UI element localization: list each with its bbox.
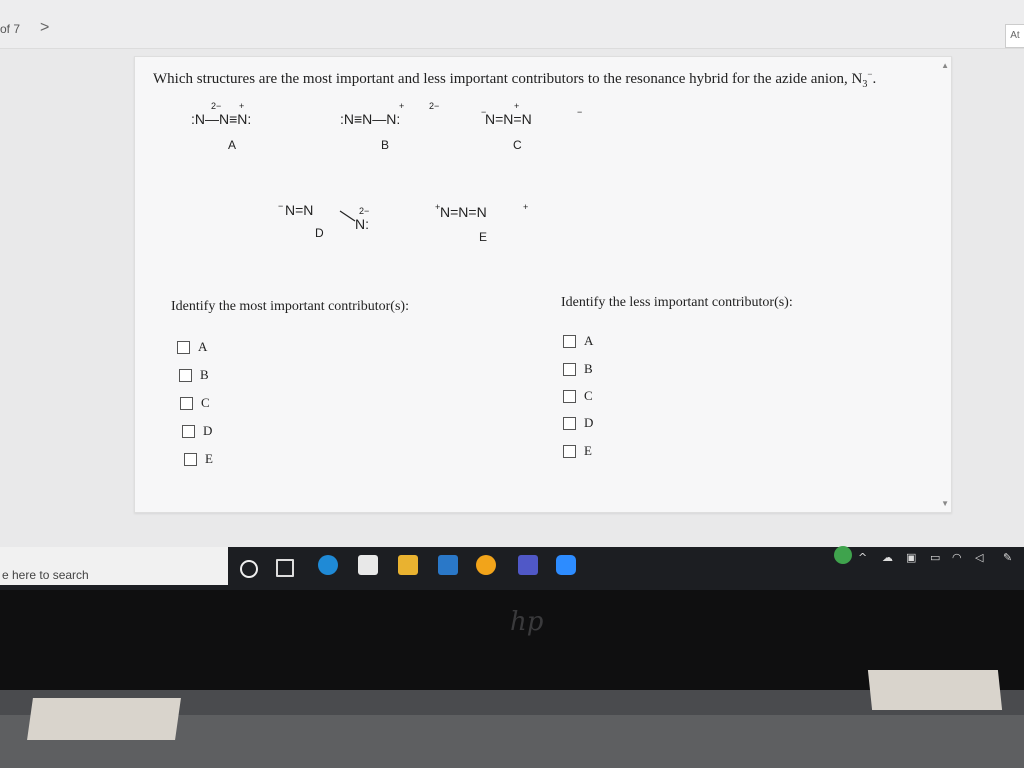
volume-icon[interactable]: ◁ <box>975 551 984 564</box>
hp-logo: hp <box>510 607 544 637</box>
svg-text:−: − <box>278 201 284 211</box>
structure-a <box>191 101 251 152</box>
pen-icon[interactable]: ✎ <box>1003 551 1013 564</box>
edge-icon[interactable] <box>318 555 338 575</box>
search-text: e here to search <box>2 568 89 582</box>
task-view-icon[interactable] <box>276 559 294 577</box>
most-option-b[interactable]: B <box>179 367 209 383</box>
foot-right <box>868 670 1002 710</box>
store-icon[interactable] <box>358 555 378 575</box>
svg-text:+: + <box>514 101 520 111</box>
structure-label-a: A <box>228 138 237 152</box>
structure-e <box>435 202 528 244</box>
file-explorer-icon[interactable] <box>398 555 418 575</box>
most-option-d[interactable]: D <box>182 423 212 439</box>
less-option-a[interactable]: A <box>563 333 593 349</box>
svg-text:+: + <box>435 202 441 212</box>
structure-c <box>481 101 582 152</box>
next-arrow-icon[interactable]: > <box>40 19 50 36</box>
battery-icon[interactable]: ▭ <box>930 551 941 564</box>
resonance-structures <box>135 57 951 257</box>
most-option-e[interactable]: E <box>184 451 213 467</box>
svg-text:−: − <box>577 107 583 117</box>
svg-text::N—N≡N:: :N—N≡N: <box>191 111 252 127</box>
less-option-d[interactable]: D <box>563 415 593 431</box>
checkbox[interactable] <box>563 417 576 430</box>
mail-icon[interactable] <box>438 555 458 575</box>
svg-text:+: + <box>239 101 245 111</box>
most-option-a[interactable]: A <box>177 339 207 355</box>
wifi-icon[interactable]: ◠ <box>952 551 962 564</box>
less-option-b[interactable]: B <box>563 361 593 377</box>
chrome-icon[interactable] <box>476 555 496 575</box>
foot-left <box>27 698 181 740</box>
chevron-up-icon[interactable]: ^ <box>858 551 868 564</box>
scroll-up-icon[interactable]: ▲ <box>941 61 949 70</box>
svg-text:N=N=N: N=N=N <box>485 111 532 127</box>
structure-label-b: B <box>381 138 390 152</box>
svg-text:+: + <box>523 202 529 212</box>
cortana-icon[interactable] <box>240 560 258 578</box>
checkbox[interactable] <box>180 397 193 410</box>
teams-icon[interactable] <box>518 555 538 575</box>
svg-text:2−: 2− <box>359 206 370 216</box>
checkbox[interactable] <box>563 335 576 348</box>
checkbox[interactable] <box>179 369 192 382</box>
most-important-prompt: Identify the most important contributor(s): <box>171 299 409 314</box>
structure-b <box>340 101 439 152</box>
most-option-c[interactable]: C <box>180 395 210 411</box>
cloud-icon[interactable]: ☁ <box>882 551 893 564</box>
less-important-prompt: Identify the less important contributor(s): <box>561 295 793 310</box>
checkbox[interactable] <box>563 390 576 403</box>
structure-label-e: E <box>479 230 488 244</box>
less-option-e[interactable]: E <box>563 443 592 459</box>
svg-text:2−: 2− <box>211 101 222 111</box>
svg-text::N≡N—N:: :N≡N—N: <box>340 111 401 127</box>
svg-text:+: + <box>399 101 405 111</box>
checkbox[interactable] <box>182 425 195 438</box>
checkbox[interactable] <box>563 363 576 376</box>
question-text: Which structures are the most important and less important contributors to the resonance hybrid for the azide anion, $N_3^-$. <box>153 69 877 90</box>
display-icon[interactable]: ▣ <box>906 551 917 564</box>
svg-text:N=N=N: N=N=N <box>440 204 487 220</box>
tray-app-icon[interactable] <box>834 546 852 564</box>
taskbar-search[interactable] <box>0 547 228 585</box>
checkbox[interactable] <box>177 341 190 354</box>
question-card <box>134 56 952 513</box>
structure-label-d: D <box>315 226 324 240</box>
svg-text:N:: N: <box>355 216 369 232</box>
svg-text:−: − <box>481 107 487 117</box>
top-bar <box>0 0 1024 49</box>
svg-text:2−: 2− <box>429 101 440 111</box>
svg-text:N=N: N=N <box>285 202 314 218</box>
page-counter: of 7 <box>0 22 21 36</box>
scroll-down-icon[interactable]: ▼ <box>941 499 949 508</box>
checkbox[interactable] <box>184 453 197 466</box>
top-right-button[interactable]: At <box>1005 24 1024 48</box>
checkbox[interactable] <box>563 445 576 458</box>
structure-label-c: C <box>513 138 522 152</box>
structure-d <box>278 201 369 240</box>
zoom-icon[interactable] <box>556 555 576 575</box>
taskbar <box>0 547 1024 590</box>
less-option-c[interactable]: C <box>563 388 593 404</box>
